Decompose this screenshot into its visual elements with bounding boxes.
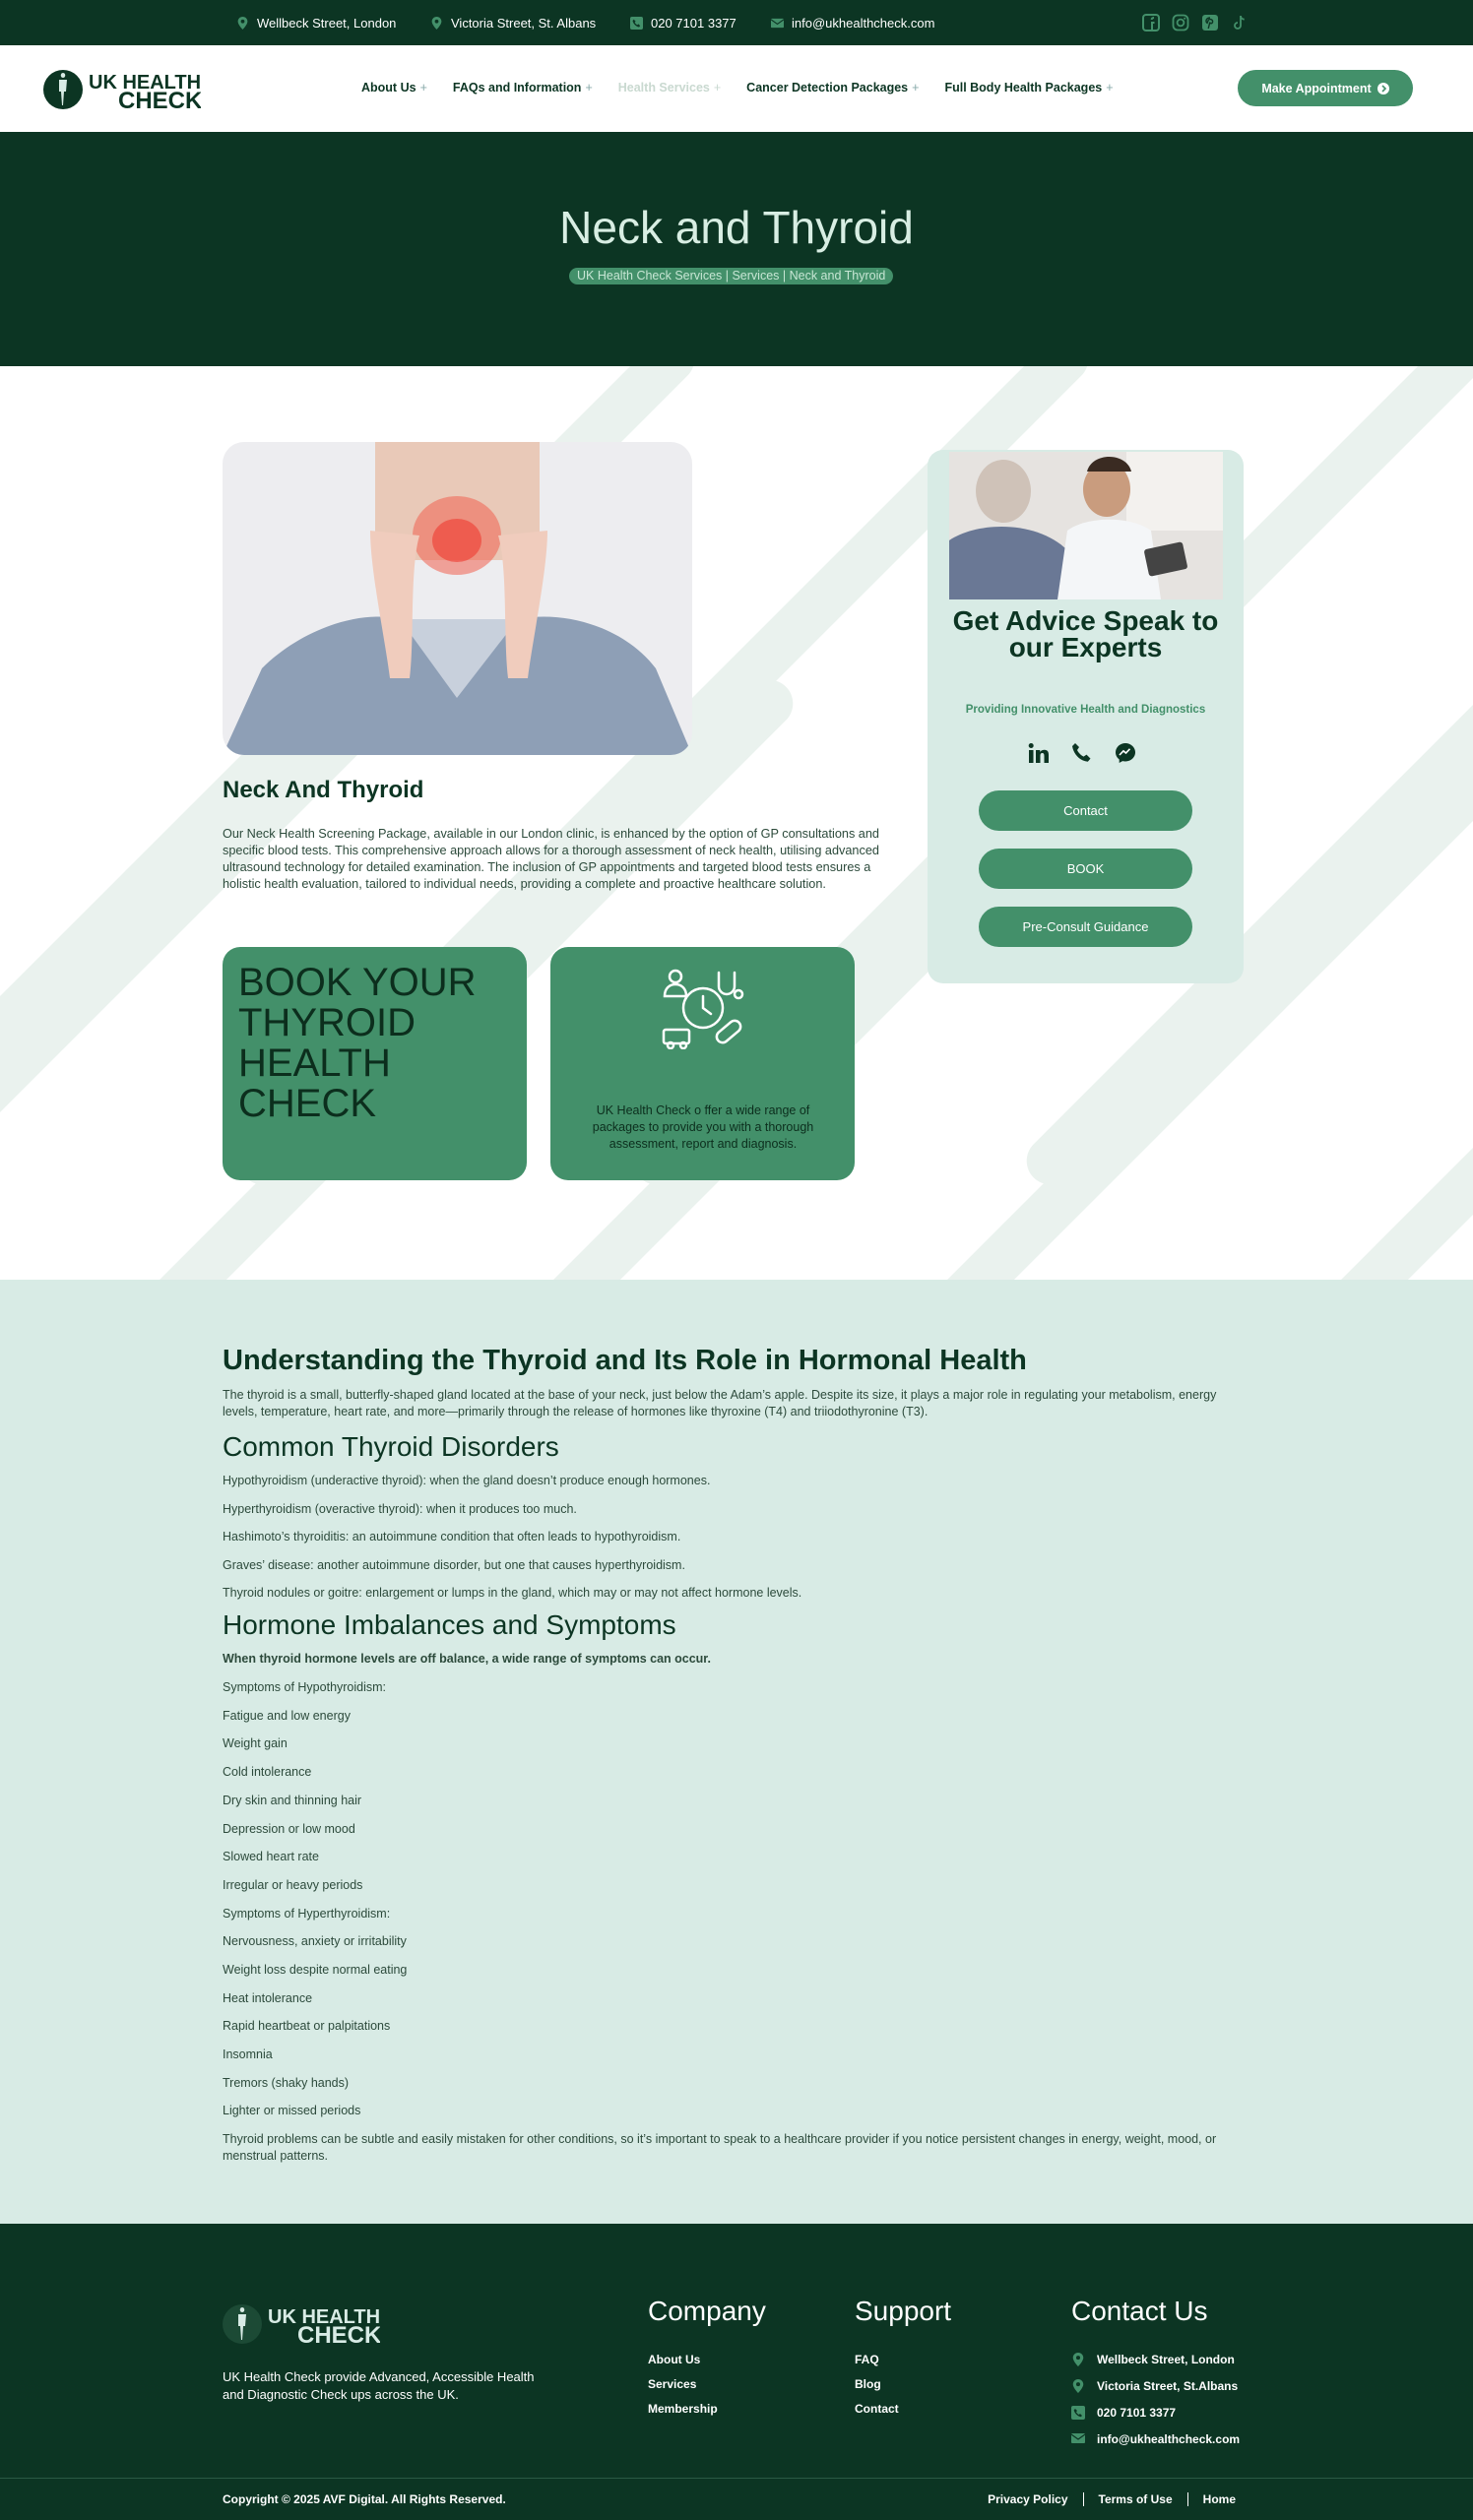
phone-icon [1071, 2406, 1085, 2420]
footer-email[interactable] [1071, 2432, 1240, 2446]
footer-link-blog[interactable]: Blog [855, 2377, 881, 2391]
list-item: Weight loss despite normal eating [223, 1963, 408, 1977]
site-header [0, 45, 1473, 132]
footer-email-text: info@ukhealthcheck.com [1097, 2432, 1241, 2446]
nav-cancer[interactable] [746, 81, 919, 94]
topbar-phone-text: 020 7101 3377 [651, 16, 736, 31]
nav-about[interactable] [361, 81, 427, 94]
book-thyroid-text: BOOK YOUR THYROID HEALTH CHECK [238, 961, 477, 1125]
list-item: Graves’ disease: another autoimmune disorder, but one that causes hyperthyroidism. [223, 1558, 685, 1572]
footer-support [855, 2296, 951, 2426]
list-item: Heat intolerance [223, 1991, 313, 2005]
site-logo[interactable] [43, 65, 201, 114]
footer-phone[interactable] [1071, 2406, 1240, 2420]
plus-icon: + [419, 81, 427, 94]
list-item: Slowed heart rate [223, 1850, 319, 1863]
location-pin-icon [236, 17, 249, 30]
contact-button[interactable]: Contact [979, 790, 1192, 831]
location-pin-icon [1071, 2353, 1085, 2366]
footer-logo-line2: CHECK [297, 2322, 380, 2349]
list-item: Hypothyroidism (underactive thyroid): when the gland doesn’t produce enough hormones. [223, 1474, 711, 1487]
list-item: Fatigue and low energy [223, 1709, 351, 1723]
page-title: Neck and Thyroid [559, 202, 914, 253]
list-item: Thyroid nodules or goitre: enlargement or lumps in the gland, which may or may not affect hormone levels. [223, 1586, 802, 1600]
site-footer [0, 2224, 1473, 2520]
advice-sidebar [928, 450, 1244, 983]
list-item: Cold intolerance [223, 1765, 312, 1779]
footer-company-title: Company [648, 2296, 766, 2326]
footer-divider [0, 2478, 1473, 2479]
footer-link-contact[interactable]: Contact [855, 2402, 899, 2416]
footer-description: UK Health Check provide Advanced, Accessible Health and Diagnostic Check ups across the UK. [223, 2369, 535, 2402]
pre-consult-button[interactable]: Pre-Consult Guidance [979, 907, 1192, 947]
advice-title: Get Advice Speak to our Experts [952, 605, 1219, 662]
footer-contact-title: Contact Us [1071, 2296, 1208, 2326]
facebook-icon[interactable] [1142, 14, 1160, 32]
list-item: Hyperthyroidism (overactive thyroid): when it produces too much. [223, 1502, 577, 1516]
nav-services[interactable] [618, 81, 721, 94]
tiktok-icon[interactable] [1231, 14, 1249, 32]
plus-icon: + [713, 81, 722, 94]
list-item: Dry skin and thinning hair [223, 1794, 362, 1807]
footer-link-about[interactable]: About Us [648, 2353, 701, 2366]
footer-support-title: Support [855, 2296, 952, 2326]
footer-phone-text: 020 7101 3377 [1097, 2406, 1177, 2420]
neck-thyroid-image [223, 442, 692, 755]
arrow-circle-icon [1377, 83, 1389, 94]
footer-link-faq[interactable]: FAQ [855, 2353, 879, 2366]
topbar-address-london[interactable] [236, 16, 396, 31]
symptoms-heading: Hormone Imbalances and Symptoms [223, 1609, 676, 1640]
advice-subtitle: Providing Innovative Health and Diagnostics [965, 704, 1206, 716]
topbar-phone[interactable] [630, 16, 736, 31]
topbar-address-stalbans[interactable] [430, 16, 596, 31]
nav-about-label: About Us [361, 81, 416, 94]
book-button[interactable]: BOOK [979, 849, 1192, 889]
footer-address-london-text: Wellbeck Street, London [1097, 2353, 1235, 2366]
top-bar [0, 0, 1473, 45]
article-heading: Understanding the Thyroid and Its Role in Hormonal Health [223, 1345, 1027, 1376]
list-item: Hashimoto’s thyroiditis: an autoimmune condition that often leads to hypothyroidism. [223, 1530, 681, 1544]
topbar-address-stalbans-text: Victoria Street, St. Albans [451, 16, 597, 31]
packages-info-card [550, 947, 855, 1180]
logo-line1: UK HEALTH [89, 72, 201, 94]
symptoms-lead: When thyroid hormone levels are off balance, a wide range of symptoms can occur. [223, 1652, 711, 1666]
social-links [1142, 14, 1249, 32]
footer-company [648, 2296, 766, 2426]
list-item: Insomnia [223, 2048, 273, 2061]
legal-links [973, 2492, 1250, 2506]
topbar-address-london-text: Wellbeck Street, London [257, 16, 397, 31]
article-closing: Thyroid problems can be subtle and easily mistaken for other conditions, so it’s important to speak to a healthcare provider if you notice persistent changes in energy, weight, mood, or menstrual patterns. [223, 2132, 1217, 2163]
list-item: Symptoms of Hypothyroidism: [223, 1680, 387, 1694]
doctor-consultation-image [949, 452, 1223, 599]
topbar-email[interactable] [771, 16, 934, 31]
home-link[interactable]: Home [1187, 2492, 1250, 2506]
nav-cancer-label: Cancer Detection Packages [746, 81, 909, 94]
list-item: Tremors (shaky hands) [223, 2076, 350, 2090]
linkedin-icon[interactable] [1027, 741, 1051, 765]
nav-fullbody[interactable] [944, 81, 1113, 94]
make-appointment-button[interactable] [1238, 70, 1413, 106]
nav-faq[interactable] [453, 81, 593, 94]
list-item: Nervousness, anxiety or irritability [223, 1934, 407, 1948]
list-item: Irregular or heavy periods [223, 1878, 363, 1892]
phone-icon[interactable] [1070, 741, 1094, 765]
nav-services-label: Health Services [617, 81, 710, 94]
footer-address-stalbans-text: Victoria Street, St.Albans [1097, 2379, 1239, 2393]
list-item: Depression or low mood [223, 1822, 355, 1836]
list-item: Symptoms of Hyperthyroidism: [223, 1907, 391, 1921]
location-pin-icon [430, 17, 443, 30]
instagram-icon[interactable] [1172, 14, 1189, 32]
phone-icon [630, 17, 643, 30]
plus-icon: + [585, 81, 593, 94]
page-hero [0, 132, 1473, 366]
disorders-heading: Common Thyroid Disorders [223, 1431, 559, 1462]
logo-line2: CHECK [118, 88, 201, 114]
messenger-icon[interactable] [1114, 741, 1137, 765]
article-intro: The thyroid is a small, butterfly-shaped gland located at the base of your neck, just below the Adam’s apple. Despite its size, it plays a major role in regulating your metabolism, energy levels, temperature, heart rate, and more—primarily through the release of hormones like thyroxine (T4) and triiodothyronine (T3). [223, 1388, 1217, 1418]
make-appointment-label: Make Appointment [1261, 81, 1372, 95]
main-section [0, 366, 1473, 1280]
intro-paragraph: Our Neck Health Screening Package, available in our London clinic, is enhanced by the option of GP consultations and specific blood tests. This comprehensive approach allows for a thorough assessment of neck health, utilising advanced ultrasound technology for detailed examination. The inclusion of GP appointments and targeted blood tests ensures a holistic health evaluation, tailored to individual needs, providing a complete and proactive healthcare solution. [223, 827, 879, 891]
copyright: Copyright © 2025 AVF Digital. All Rights Reserved. [223, 2492, 506, 2506]
plus-icon: + [912, 81, 920, 94]
pinterest-icon[interactable] [1201, 14, 1219, 32]
article-section [0, 1280, 1473, 2224]
footer-address-london[interactable] [1071, 2353, 1240, 2366]
sidebar-social [1027, 741, 1137, 765]
footer-contact [1071, 2296, 1240, 2459]
footer-link-membership[interactable]: Membership [648, 2402, 718, 2416]
envelope-icon [771, 17, 784, 30]
list-item: Lighter or missed periods [223, 2104, 361, 2117]
nav-faq-label: FAQs and Information [452, 81, 582, 94]
list-item: Rapid heartbeat or palpitations [223, 2019, 391, 2033]
intro-heading: Neck And Thyroid [223, 777, 424, 803]
footer-link-services[interactable]: Services [648, 2377, 697, 2391]
nav-fullbody-label: Full Body Health Packages [944, 81, 1103, 94]
terms-link[interactable]: Terms of Use [1083, 2492, 1187, 2506]
envelope-icon [1071, 2432, 1085, 2446]
footer-logo-line1: UK HEALTH [268, 2306, 380, 2328]
privacy-policy-link[interactable]: Privacy Policy [988, 2492, 1068, 2506]
health-services-icon [662, 967, 744, 1049]
footer-address-stalbans[interactable] [1071, 2379, 1240, 2393]
book-thyroid-card[interactable] [223, 947, 527, 1180]
packages-info-text: UK Health Check o ffer a wide range of packages to provide you with a thorough assessment, report and diagnosis. [592, 1103, 814, 1151]
topbar-email-text: info@ukhealthcheck.com [792, 16, 935, 31]
plus-icon: + [1106, 81, 1114, 94]
main-nav [361, 81, 1114, 94]
footer-logo[interactable] [223, 2300, 380, 2349]
location-pin-icon [1071, 2379, 1085, 2393]
list-item: Weight gain [223, 1736, 288, 1750]
breadcrumb[interactable]: UK Health Check Services | Services | Neck and Thyroid [569, 268, 893, 284]
